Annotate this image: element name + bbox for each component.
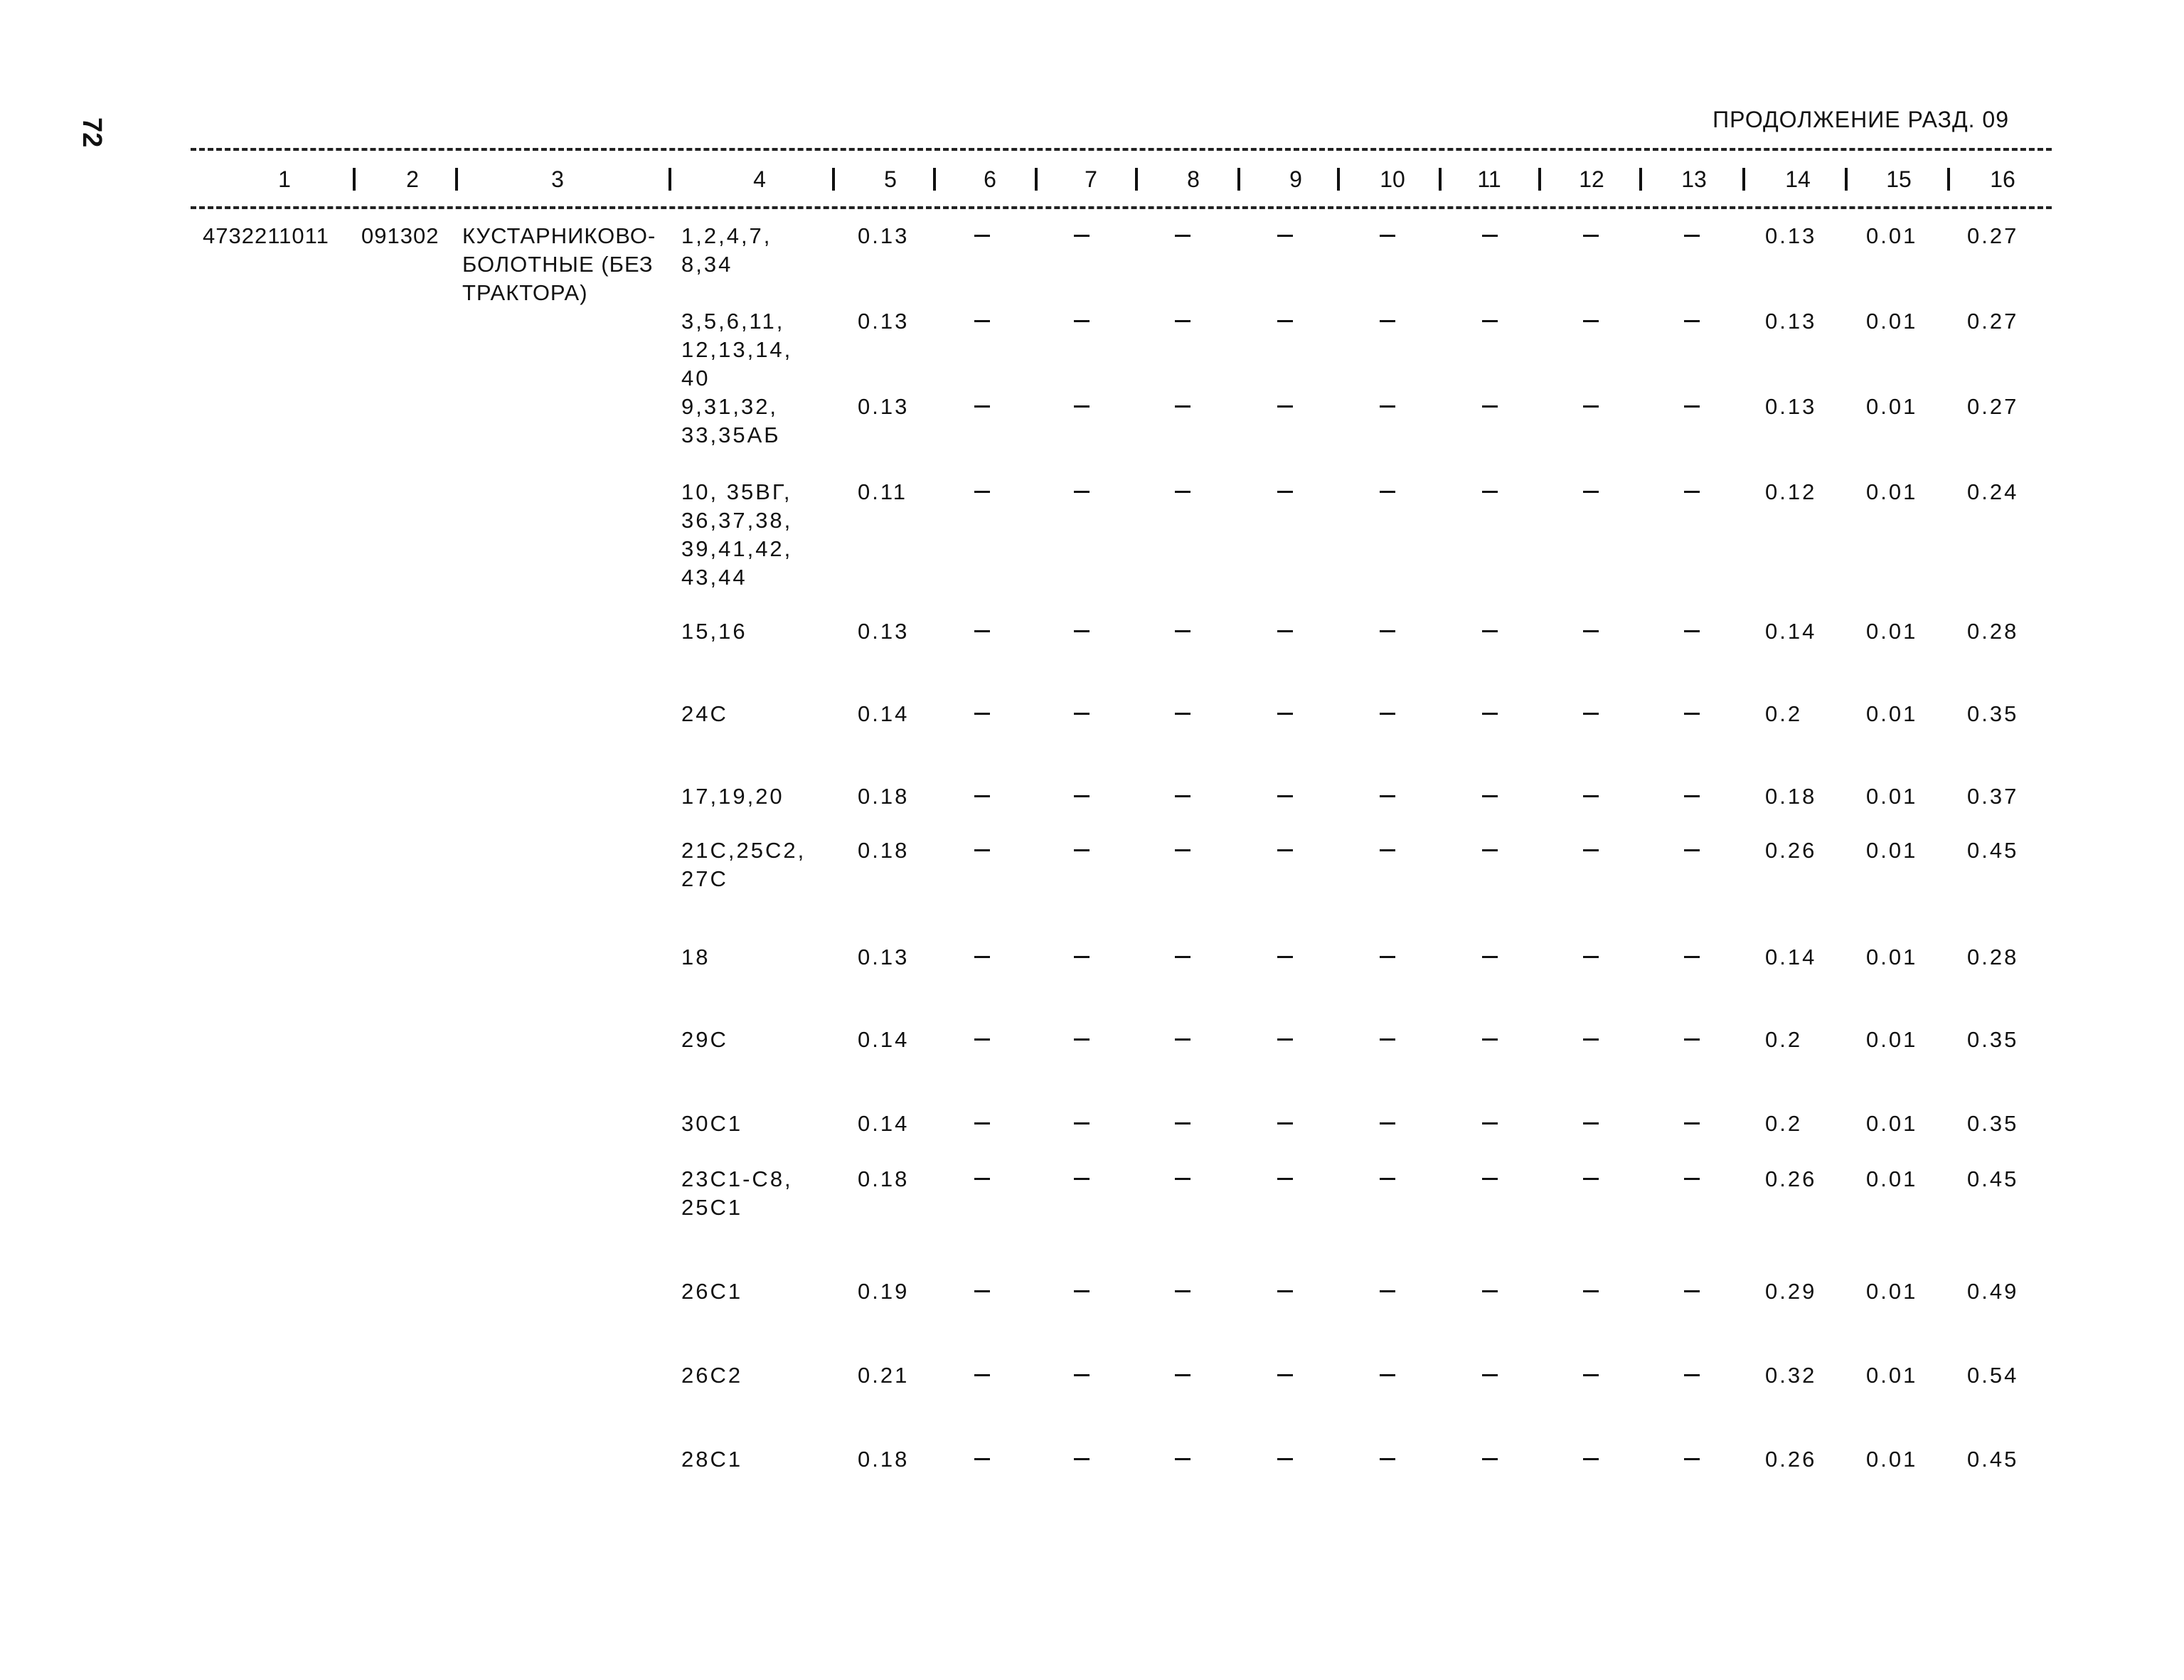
column-separator <box>668 168 671 191</box>
empty-value-dash <box>1380 1178 1395 1180</box>
empty-value-dash <box>1175 1178 1190 1180</box>
empty-value-dash <box>1583 956 1599 958</box>
cell-col15: 0.01 <box>1866 223 1918 248</box>
cell-col15: 0.01 <box>1866 1447 1918 1472</box>
cell-col5: 0.13 <box>858 945 910 969</box>
column-separator <box>455 168 458 191</box>
empty-value-dash <box>1175 320 1190 322</box>
page-number: 72 <box>77 117 107 148</box>
empty-value-dash <box>1277 405 1293 408</box>
cell-col16: 0.27 <box>1967 223 2019 248</box>
cell-col4: 26С1 <box>681 1279 743 1304</box>
cell-col5: 0.11 <box>858 479 908 504</box>
empty-value-dash <box>1583 630 1599 632</box>
column-header-11: 11 <box>1477 166 1501 192</box>
empty-value-dash <box>1074 956 1090 958</box>
empty-value-dash <box>1277 1122 1293 1125</box>
empty-value-dash <box>1583 849 1599 851</box>
empty-value-dash <box>1482 1290 1498 1292</box>
cell-col5: 0.18 <box>858 1166 910 1191</box>
column-separator <box>832 168 835 191</box>
cell-col4: 33,35АБ <box>681 422 781 447</box>
cell-col4: 25С1 <box>681 1195 743 1220</box>
cell-col14: 0.26 <box>1765 838 1817 863</box>
empty-value-dash <box>1583 320 1599 322</box>
empty-value-dash <box>1482 1178 1498 1180</box>
column-separator <box>1845 168 1848 191</box>
empty-value-dash <box>1074 1290 1090 1292</box>
empty-value-dash <box>974 630 990 632</box>
cell-col14: 0.26 <box>1765 1447 1817 1472</box>
cell-col14: 0.12 <box>1765 479 1817 504</box>
empty-value-dash <box>1175 235 1190 237</box>
cell-col5: 0.13 <box>858 223 910 248</box>
cell-col16: 0.35 <box>1967 701 2019 726</box>
cell-col14: 0.14 <box>1765 619 1817 644</box>
cell-col14: 0.29 <box>1765 1279 1817 1304</box>
empty-value-dash <box>1380 849 1395 851</box>
empty-value-dash <box>1380 1290 1395 1292</box>
empty-value-dash <box>1380 320 1395 322</box>
cell-col5: 0.18 <box>858 838 910 863</box>
cell-col14: 0.13 <box>1765 309 1817 334</box>
column-separator <box>1947 168 1950 191</box>
empty-value-dash <box>1175 1122 1190 1125</box>
cell-col4: 18 <box>681 945 710 969</box>
empty-value-dash <box>1482 235 1498 237</box>
cell-col4: 10, 35ВГ, <box>681 479 792 504</box>
empty-value-dash <box>1583 1290 1599 1292</box>
cell-col15: 0.01 <box>1866 1111 1918 1136</box>
empty-value-dash <box>1074 795 1090 797</box>
cell-col5: 0.14 <box>858 1027 910 1052</box>
cell-col4: 27С <box>681 866 728 891</box>
cell-col15: 0.01 <box>1866 701 1918 726</box>
empty-value-dash <box>1684 320 1700 322</box>
empty-value-dash <box>1175 405 1190 408</box>
cell-col4: 23С1-С8, <box>681 1166 793 1191</box>
empty-value-dash <box>1074 1178 1090 1180</box>
empty-value-dash <box>974 795 990 797</box>
empty-value-dash <box>1175 1374 1190 1376</box>
cell-col4: 1,2,4,7, <box>681 223 772 248</box>
cell-col5: 0.18 <box>858 1447 910 1472</box>
empty-value-dash <box>1380 956 1395 958</box>
empty-value-dash <box>1684 956 1700 958</box>
cell-col4: 26С2 <box>681 1363 743 1388</box>
empty-value-dash <box>1380 795 1395 797</box>
empty-value-dash <box>1277 630 1293 632</box>
cell-col16: 0.45 <box>1967 838 2019 863</box>
empty-value-dash <box>1482 956 1498 958</box>
cell-col15: 0.01 <box>1866 619 1918 644</box>
column-header-12: 12 <box>1579 166 1604 192</box>
cell-col14: 0.13 <box>1765 394 1817 419</box>
empty-value-dash <box>1482 405 1498 408</box>
empty-value-dash <box>1380 1458 1395 1460</box>
empty-value-dash <box>1482 491 1498 493</box>
cell-col4: 28С1 <box>681 1447 743 1472</box>
cell-col16: 0.28 <box>1967 945 2019 969</box>
empty-value-dash <box>1380 1374 1395 1376</box>
empty-value-dash <box>1175 630 1190 632</box>
cell-col4: 3,5,6,11, <box>681 309 785 334</box>
empty-value-dash <box>1684 1178 1700 1180</box>
empty-value-dash <box>1277 1374 1293 1376</box>
empty-value-dash <box>1277 1458 1293 1460</box>
cell-col14: 0.32 <box>1765 1363 1817 1388</box>
empty-value-dash <box>974 1290 990 1292</box>
empty-value-dash <box>1684 1374 1700 1376</box>
record-name-line: БОЛОТНЫЕ (БЕЗ <box>462 252 654 277</box>
empty-value-dash <box>1583 491 1599 493</box>
empty-value-dash <box>1684 1122 1700 1125</box>
empty-value-dash <box>1074 1374 1090 1376</box>
empty-value-dash <box>1175 491 1190 493</box>
cell-col15: 0.01 <box>1866 784 1918 809</box>
empty-value-dash <box>1175 1290 1190 1292</box>
cell-col15: 0.01 <box>1866 309 1918 334</box>
empty-value-dash <box>974 1122 990 1125</box>
empty-value-dash <box>1074 849 1090 851</box>
column-header-6: 6 <box>984 166 996 192</box>
empty-value-dash <box>1684 713 1700 715</box>
cell-col15: 0.01 <box>1866 1027 1918 1052</box>
empty-value-dash <box>1684 235 1700 237</box>
column-separator <box>1237 168 1240 191</box>
cell-col4: 21С,25С2, <box>681 838 806 863</box>
record-name-line: КУСТАРНИКОВО- <box>462 223 656 248</box>
cell-col16: 0.45 <box>1967 1447 2019 1472</box>
empty-value-dash <box>1583 235 1599 237</box>
cell-col16: 0.28 <box>1967 619 2019 644</box>
column-header-7: 7 <box>1085 166 1097 192</box>
cell-col4: 15,16 <box>681 619 747 644</box>
empty-value-dash <box>1277 795 1293 797</box>
empty-value-dash <box>1074 1122 1090 1125</box>
header-top-rule <box>191 148 2052 151</box>
cell-col16: 0.45 <box>1967 1166 2019 1191</box>
cell-col16: 0.49 <box>1967 1279 2019 1304</box>
empty-value-dash <box>974 235 990 237</box>
empty-value-dash <box>1277 1038 1293 1041</box>
empty-value-dash <box>1482 1122 1498 1125</box>
cell-col14: 0.13 <box>1765 223 1817 248</box>
cell-col5: 0.21 <box>858 1363 910 1388</box>
empty-value-dash <box>1175 1038 1190 1041</box>
empty-value-dash <box>1482 713 1498 715</box>
cell-col16: 0.27 <box>1967 394 2019 419</box>
cell-col15: 0.01 <box>1866 1166 1918 1191</box>
header-bottom-rule <box>191 206 2052 209</box>
cell-col5: 0.13 <box>858 394 910 419</box>
empty-value-dash <box>1583 1038 1599 1041</box>
cell-col16: 0.54 <box>1967 1363 2019 1388</box>
empty-value-dash <box>1482 630 1498 632</box>
empty-value-dash <box>1380 405 1395 408</box>
cell-col14: 0.2 <box>1765 1027 1803 1052</box>
column-separator <box>1035 168 1038 191</box>
column-separator <box>1742 168 1745 191</box>
empty-value-dash <box>1380 1038 1395 1041</box>
cell-col16: 0.35 <box>1967 1111 2019 1136</box>
cell-col4: 9,31,32, <box>681 394 779 419</box>
empty-value-dash <box>1583 713 1599 715</box>
cell-col5: 0.19 <box>858 1279 910 1304</box>
cell-col4: 24С <box>681 701 728 726</box>
empty-value-dash <box>1175 713 1190 715</box>
empty-value-dash <box>1482 795 1498 797</box>
cell-col5: 0.13 <box>858 309 910 334</box>
cell-col16: 0.35 <box>1967 1027 2019 1052</box>
empty-value-dash <box>1684 630 1700 632</box>
cell-col5: 0.14 <box>858 1111 910 1136</box>
cell-col5: 0.13 <box>858 619 910 644</box>
cell-col14: 0.2 <box>1765 701 1803 726</box>
empty-value-dash <box>974 1374 990 1376</box>
column-separator <box>1135 168 1138 191</box>
empty-value-dash <box>1482 1458 1498 1460</box>
empty-value-dash <box>1277 849 1293 851</box>
column-header-14: 14 <box>1785 166 1811 192</box>
empty-value-dash <box>1074 713 1090 715</box>
record-name-line: ТРАКТОРА) <box>462 280 588 305</box>
cell-col15: 0.01 <box>1866 1279 1918 1304</box>
cell-col5: 0.14 <box>858 701 910 726</box>
empty-value-dash <box>1277 320 1293 322</box>
column-separator <box>1439 168 1442 191</box>
empty-value-dash <box>1277 491 1293 493</box>
empty-value-dash <box>1074 630 1090 632</box>
cell-col14: 0.2 <box>1765 1111 1803 1136</box>
empty-value-dash <box>1482 320 1498 322</box>
cell-col4: 40 <box>681 366 710 390</box>
cell-col5: 0.18 <box>858 784 910 809</box>
cell-col4: 30С1 <box>681 1111 743 1136</box>
empty-value-dash <box>1074 491 1090 493</box>
empty-value-dash <box>1583 1458 1599 1460</box>
empty-value-dash <box>974 1458 990 1460</box>
column-header-3: 3 <box>551 166 564 192</box>
empty-value-dash <box>1684 795 1700 797</box>
cell-col14: 0.18 <box>1765 784 1817 809</box>
cell-col4: 39,41,42, <box>681 536 793 561</box>
cell-col15: 0.01 <box>1866 394 1918 419</box>
cell-col4: 17,19,20 <box>681 784 784 809</box>
empty-value-dash <box>1175 956 1190 958</box>
cell-col4: 12,13,14, <box>681 337 793 362</box>
empty-value-dash <box>974 320 990 322</box>
empty-value-dash <box>1380 1122 1395 1125</box>
empty-value-dash <box>1684 405 1700 408</box>
empty-value-dash <box>974 405 990 408</box>
cell-col14: 0.14 <box>1765 945 1817 969</box>
empty-value-dash <box>974 713 990 715</box>
cell-col4: 29С <box>681 1027 728 1052</box>
empty-value-dash <box>1277 235 1293 237</box>
empty-value-dash <box>1074 320 1090 322</box>
record-code: 4732211011 <box>203 223 329 248</box>
empty-value-dash <box>1175 849 1190 851</box>
cell-col15: 0.01 <box>1866 1363 1918 1388</box>
column-header-15: 15 <box>1886 166 1912 192</box>
empty-value-dash <box>974 849 990 851</box>
empty-value-dash <box>1074 235 1090 237</box>
empty-value-dash <box>1380 235 1395 237</box>
empty-value-dash <box>1074 1038 1090 1041</box>
cell-col16: 0.24 <box>1967 479 2019 504</box>
empty-value-dash <box>1684 1290 1700 1292</box>
column-header-10: 10 <box>1380 166 1405 192</box>
empty-value-dash <box>1175 1458 1190 1460</box>
cell-col4: 36,37,38, <box>681 508 793 533</box>
section-title: ПРОДОЛЖЕНИЕ РАЗД. 09 <box>1712 107 2009 132</box>
column-header-2: 2 <box>406 166 419 192</box>
column-separator <box>1337 168 1340 191</box>
record-subcode: 091302 <box>361 223 440 248</box>
column-header-5: 5 <box>884 166 897 192</box>
column-separator <box>1538 168 1541 191</box>
cell-col16: 0.37 <box>1967 784 2019 809</box>
column-header-4: 4 <box>753 166 766 192</box>
column-header-1: 1 <box>278 166 291 192</box>
cell-col14: 0.26 <box>1765 1166 1817 1191</box>
empty-value-dash <box>1583 1178 1599 1180</box>
empty-value-dash <box>1482 849 1498 851</box>
empty-value-dash <box>1583 795 1599 797</box>
empty-value-dash <box>1074 405 1090 408</box>
column-header-16: 16 <box>1990 166 2015 192</box>
column-header-13: 13 <box>1681 166 1707 192</box>
column-header-8: 8 <box>1187 166 1200 192</box>
empty-value-dash <box>1684 849 1700 851</box>
empty-value-dash <box>1380 491 1395 493</box>
cell-col15: 0.01 <box>1866 838 1918 863</box>
column-separator <box>1639 168 1642 191</box>
empty-value-dash <box>1074 1458 1090 1460</box>
empty-value-dash <box>1175 795 1190 797</box>
cell-col4: 8,34 <box>681 252 733 277</box>
empty-value-dash <box>974 1178 990 1180</box>
empty-value-dash <box>1583 1122 1599 1125</box>
empty-value-dash <box>1277 713 1293 715</box>
column-header-9: 9 <box>1289 166 1302 192</box>
empty-value-dash <box>1684 1038 1700 1041</box>
cell-col15: 0.01 <box>1866 945 1918 969</box>
empty-value-dash <box>1583 405 1599 408</box>
empty-value-dash <box>1380 630 1395 632</box>
column-separator <box>933 168 936 191</box>
empty-value-dash <box>1684 491 1700 493</box>
empty-value-dash <box>1583 1374 1599 1376</box>
empty-value-dash <box>1482 1038 1498 1041</box>
empty-value-dash <box>974 491 990 493</box>
cell-col15: 0.01 <box>1866 479 1918 504</box>
empty-value-dash <box>1277 956 1293 958</box>
empty-value-dash <box>1482 1374 1498 1376</box>
empty-value-dash <box>1277 1290 1293 1292</box>
column-separator <box>353 168 356 191</box>
empty-value-dash <box>974 1038 990 1041</box>
empty-value-dash <box>974 956 990 958</box>
empty-value-dash <box>1684 1458 1700 1460</box>
cell-col16: 0.27 <box>1967 309 2019 334</box>
empty-value-dash <box>1380 713 1395 715</box>
cell-col4: 43,44 <box>681 565 747 590</box>
empty-value-dash <box>1277 1178 1293 1180</box>
